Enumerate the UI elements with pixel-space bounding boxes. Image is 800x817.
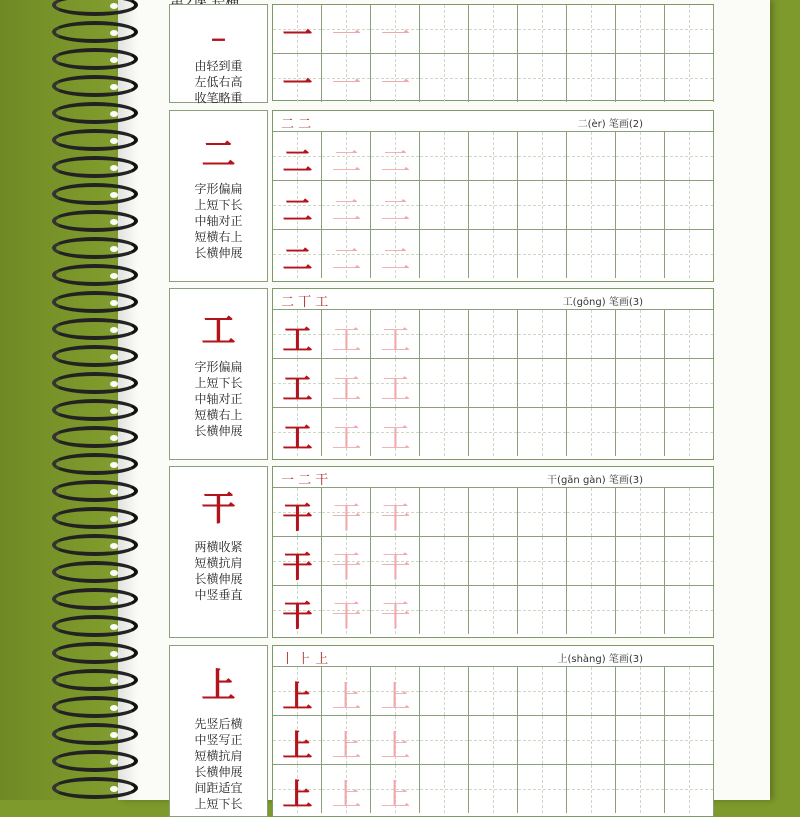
practice-cell[interactable] [322,765,371,813]
practice-cell[interactable] [469,132,518,180]
practice-cell[interactable] [665,716,714,764]
trace-character: 上 [331,680,362,715]
trace-character: 工 [331,421,362,456]
guide-panel-2 [169,110,268,282]
trace-character: 二 [380,194,411,229]
practice-cell[interactable] [371,765,420,813]
practice-cell[interactable] [469,586,518,634]
practice-cell[interactable] [273,230,322,278]
coil-ring [52,696,138,718]
practice-cell[interactable] [273,667,322,715]
practice-cell[interactable] [322,586,371,634]
practice-cell[interactable] [518,488,567,536]
trace-character: 工 [380,372,411,407]
practice-cell[interactable] [322,54,371,102]
guide-stroke-example: ⎯ [212,23,225,52]
practice-cell[interactable] [665,54,714,102]
grid-row [273,132,713,181]
coil-ring [52,21,138,43]
practice-cell[interactable] [616,765,665,813]
model-character: 二 [282,243,313,278]
trace-character: 工 [380,323,411,358]
model-character: 工 [282,421,313,456]
practice-cell[interactable] [567,488,616,536]
grid-row [273,230,713,278]
practice-cell[interactable] [665,765,714,813]
practice-cell[interactable] [273,181,322,229]
writing-grid-5 [272,645,714,817]
model-character: 工 [282,323,313,358]
practice-cell[interactable] [371,310,420,358]
practice-cell[interactable] [273,716,322,764]
coil-ring [52,561,138,583]
model-character: 二 [282,145,313,180]
tip: 两横收紧 [194,540,243,554]
coil-ring [52,750,138,772]
grid-row [273,408,713,456]
model-character: 上 [282,778,313,813]
coil-ring [52,777,138,799]
guide-panel-3 [169,288,268,460]
practice-cell[interactable] [469,181,518,229]
grid-header [273,646,713,667]
trace-character: 二 [380,243,411,278]
guide-character: 上 [201,666,236,706]
tips-3 [170,359,267,439]
tip: 长横伸展 [194,246,243,260]
practice-cell[interactable] [616,132,665,180]
grid-row [273,5,713,54]
trace-character: 一 [331,18,362,53]
practice-cell[interactable] [567,408,616,456]
grid-row [273,586,713,634]
grid-row [273,488,713,537]
tip: 由轻到重 [194,59,243,73]
practice-cell[interactable] [420,5,469,53]
practice-cell[interactable] [273,408,322,456]
practice-cell[interactable] [518,132,567,180]
practice-cell[interactable] [420,359,469,407]
practice-cell[interactable] [322,488,371,536]
coil-ring [52,318,138,340]
trace-character: 干 [331,599,362,634]
practice-cell[interactable] [371,716,420,764]
practice-cell[interactable] [518,181,567,229]
practice-cell[interactable] [469,310,518,358]
practice-cell[interactable] [665,181,714,229]
model-character: 工 [282,372,313,407]
trace-character: 二 [331,145,362,180]
practice-cell[interactable] [273,488,322,536]
practice-cell[interactable] [518,408,567,456]
practice-cell[interactable] [665,132,714,180]
practice-cell[interactable] [567,586,616,634]
practice-cell[interactable] [567,181,616,229]
trace-character: 干 [380,599,411,634]
trace-character: 工 [331,323,362,358]
practice-cell[interactable] [616,359,665,407]
practice-cell[interactable] [420,181,469,229]
practice-cell[interactable] [469,765,518,813]
practice-cell[interactable] [567,310,616,358]
practice-cell[interactable] [518,5,567,53]
grid-row [273,537,713,586]
tip: 中竖垂直 [194,588,243,602]
practice-cell[interactable] [420,310,469,358]
coil-ring [52,372,138,394]
practice-cell[interactable] [420,230,469,278]
coil-ring [52,48,138,70]
trace-character: 一 [380,18,411,53]
coil-ring [52,480,138,502]
writing-grid-3 [272,288,714,460]
grid-row [273,181,713,230]
grid-row [273,310,713,359]
practice-cell[interactable] [469,667,518,715]
trace-character: 一 [380,67,411,102]
model-character: 一 [282,67,313,102]
practice-cell[interactable] [469,537,518,585]
practice-cell[interactable] [518,359,567,407]
practice-cell[interactable] [420,132,469,180]
trace-character: 上 [331,729,362,764]
trace-character: 二 [380,145,411,180]
writing-grid-4 [272,466,714,638]
practice-cell[interactable] [420,537,469,585]
practice-cell[interactable] [273,586,322,634]
tip: 字形偏扁 [194,182,243,196]
practice-cell[interactable] [371,488,420,536]
practice-cell[interactable] [322,537,371,585]
practice-cell[interactable] [469,5,518,53]
practice-cell[interactable] [322,667,371,715]
practice-cell[interactable] [665,359,714,407]
tip: 字形偏扁 [194,360,243,374]
grid-row [273,54,713,102]
practice-cell[interactable] [322,181,371,229]
trace-character: 干 [331,501,362,536]
tip: 短横抗肩 [194,556,243,570]
tip: 中轴对正 [194,392,243,406]
guide-panel-1 [169,4,268,103]
trace-character: 干 [380,501,411,536]
practice-cell[interactable] [616,408,665,456]
practice-cell[interactable] [616,667,665,715]
practice-cell[interactable] [371,132,420,180]
practice-cell[interactable] [273,132,322,180]
practice-cell[interactable] [322,5,371,53]
coil-ring [52,291,138,313]
tip: 短横右上 [194,230,243,244]
practice-cell[interactable] [420,408,469,456]
tip: 左低右高 [194,75,243,89]
practice-cell[interactable] [420,765,469,813]
practice-cell[interactable] [616,5,665,53]
coil-ring [52,156,138,178]
practice-cell[interactable] [322,359,371,407]
tip: 上短下长 [194,797,243,811]
tip: 中轴对正 [194,214,243,228]
tips-4 [170,539,267,603]
coil-ring [52,615,138,637]
practice-cell[interactable] [518,765,567,813]
grid-header [273,289,713,310]
practice-cell[interactable] [273,537,322,585]
grid-row [273,716,713,765]
practice-cell[interactable] [420,667,469,715]
grid-header [273,467,713,488]
stroke-order-sequence: 一 二 干 [281,473,329,488]
practice-cell[interactable] [371,54,420,102]
practice-cell[interactable] [567,667,616,715]
trace-character: 一 [331,67,362,102]
practice-cell[interactable] [273,359,322,407]
practice-cell[interactable] [371,667,420,715]
coil-ring [52,75,138,97]
tip: 长横伸展 [194,424,243,438]
coil-ring [52,453,138,475]
practice-cell[interactable] [273,54,322,102]
practice-cell[interactable] [518,54,567,102]
practice-cell[interactable] [469,359,518,407]
model-character: 上 [282,729,313,764]
tips-5 [170,716,267,812]
trace-character: 工 [380,421,411,456]
practice-cell[interactable] [420,54,469,102]
practice-cell[interactable] [665,310,714,358]
practice-cell[interactable] [518,716,567,764]
stroke-order-sequence: 二 丅 工 [281,295,329,310]
trace-character: 上 [380,729,411,764]
coil-ring [52,642,138,664]
coil-ring [52,345,138,367]
practice-cell[interactable] [567,5,616,53]
coil-ring [52,102,138,124]
tip: 短横右上 [194,408,243,422]
practice-cell[interactable] [371,5,420,53]
coil-ring [52,669,138,691]
practice-cell[interactable] [665,537,714,585]
practice-cell[interactable] [420,716,469,764]
practice-cell[interactable] [518,310,567,358]
practice-cell[interactable] [665,488,714,536]
trace-character: 工 [331,372,362,407]
practice-cell[interactable] [273,310,322,358]
practice-cell[interactable] [371,408,420,456]
coil-ring [52,183,138,205]
practice-cell[interactable] [518,537,567,585]
practice-cell[interactable] [616,488,665,536]
guide-character: 干 [201,489,236,529]
model-character: 干 [282,501,313,536]
tip: 长横伸展 [194,572,243,586]
practice-cell[interactable] [567,716,616,764]
trace-character: 上 [380,778,411,813]
tip: 中竖写正 [194,733,243,747]
practice-cell[interactable] [469,230,518,278]
tips-1 [170,58,267,106]
practice-cell[interactable] [567,765,616,813]
practice-cell[interactable] [616,716,665,764]
trace-character: 二 [331,243,362,278]
practice-cell[interactable] [665,230,714,278]
practice-cell[interactable] [665,408,714,456]
trace-character: 上 [331,778,362,813]
grid-row [273,765,713,813]
practice-cell[interactable] [616,310,665,358]
model-character: 上 [282,680,313,715]
model-character: 干 [282,599,313,634]
practice-cell[interactable] [322,132,371,180]
coil-ring [52,426,138,448]
guide-panel-5 [169,645,268,817]
writing-grid-2 [272,110,714,282]
practice-cell[interactable] [469,488,518,536]
model-character: 一 [282,18,313,53]
trace-character: 二 [331,194,362,229]
coil-ring [52,534,138,556]
tip: 间距适宜 [194,781,243,795]
grid-header [273,111,713,132]
stroke-order-sequence: 二 二 [281,117,312,132]
guide-panel-4 [169,466,268,638]
coil-ring [52,399,138,421]
tip: 上短下长 [194,376,243,390]
practice-cell[interactable] [616,54,665,102]
pinyin-stroke-count: 二(èr) 笔画(2) [577,119,643,130]
tip: 收笔略重 [194,91,243,105]
practice-cell[interactable] [616,586,665,634]
model-character: 干 [282,550,313,585]
practice-cell[interactable] [322,716,371,764]
grid-row [273,359,713,408]
writing-grid-1 [272,4,714,101]
tip: 长横伸展 [194,765,243,779]
grid-row [273,667,713,716]
practice-cell[interactable] [322,310,371,358]
practice-cell[interactable] [518,667,567,715]
tip: 先竖后横 [194,717,243,731]
tip: 上短下长 [194,198,243,212]
practice-cell[interactable] [469,716,518,764]
practice-cell[interactable] [469,408,518,456]
practice-cell[interactable] [518,230,567,278]
coil-ring [52,264,138,286]
practice-cell[interactable] [665,586,714,634]
practice-cell[interactable] [665,667,714,715]
practice-cell[interactable] [567,132,616,180]
tips-2 [170,181,267,261]
tip: 短横抗肩 [194,749,243,763]
practice-cell[interactable] [371,537,420,585]
practice-cell[interactable] [567,359,616,407]
coil-ring [52,237,138,259]
practice-cell[interactable] [616,230,665,278]
coil-ring [52,210,138,232]
coil-ring [52,507,138,529]
trace-character: 干 [331,550,362,585]
coil-ring [52,723,138,745]
practice-cell[interactable] [616,537,665,585]
coil-ring [52,588,138,610]
practice-cell[interactable] [322,408,371,456]
guide-character: 二 [201,135,236,175]
practice-cell[interactable] [518,586,567,634]
model-character: 二 [282,194,313,229]
practice-cell[interactable] [273,765,322,813]
guide-character: 工 [201,311,236,351]
practice-cell[interactable] [371,181,420,229]
practice-cell[interactable] [665,5,714,53]
practice-cell[interactable] [322,230,371,278]
trace-character: 上 [380,680,411,715]
stroke-order-sequence: 丨 ⺊ 上 [281,652,329,667]
practice-cell[interactable] [469,54,518,102]
practice-cell[interactable] [567,537,616,585]
practice-cell[interactable] [371,230,420,278]
practice-cell[interactable] [420,586,469,634]
practice-cell[interactable] [371,586,420,634]
practice-cell[interactable] [273,5,322,53]
pinyin-stroke-count: 干(gān gàn) 笔画(3) [547,475,643,486]
practice-cell[interactable] [420,488,469,536]
trace-character: 干 [380,550,411,585]
pinyin-stroke-count: 上(shàng) 笔画(3) [557,654,643,665]
coil-ring [52,129,138,151]
pinyin-stroke-count: 工(gōng) 笔画(3) [562,297,643,308]
practice-cell[interactable] [371,359,420,407]
practice-cell[interactable] [567,54,616,102]
practice-cell[interactable] [567,230,616,278]
practice-cell[interactable] [616,181,665,229]
